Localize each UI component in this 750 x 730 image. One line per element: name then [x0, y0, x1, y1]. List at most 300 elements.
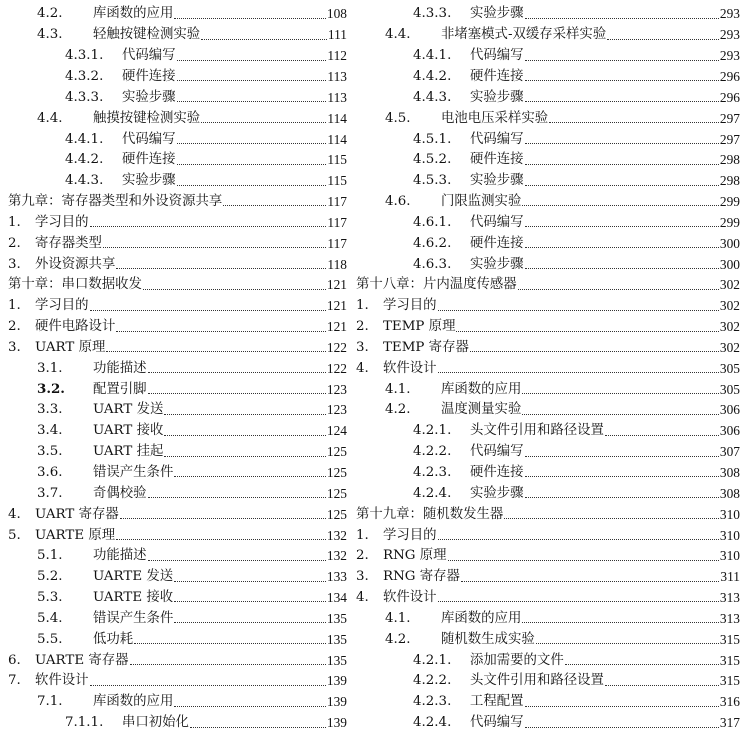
toc-entry[interactable] [8, 584, 347, 605]
toc-entry-number: 3. [356, 339, 369, 355]
toc-entry-number: 4.3.3. [413, 6, 452, 22]
toc-dot-leader [116, 331, 326, 332]
toc-entry-page: 112 [327, 48, 347, 64]
toc-entry[interactable] [8, 146, 347, 167]
toc-entry-page: 123 [326, 381, 347, 397]
toc-entry-title: 代码编写 [470, 131, 524, 147]
toc-dot-leader [525, 60, 719, 61]
toc-entry-page: 135 [326, 610, 347, 626]
toc-entry-page: 113 [327, 89, 347, 105]
toc-dot-leader [174, 601, 326, 602]
toc-entry[interactable] [356, 500, 740, 521]
toc-entry-page: 115 [327, 173, 347, 189]
toc-entry-number: 5.1. [37, 548, 63, 564]
toc-entry-title: 硬件电路设计 [35, 319, 116, 335]
toc-entry[interactable] [8, 167, 347, 188]
toc-entry[interactable] [356, 313, 740, 334]
toc-entry[interactable] [8, 208, 347, 229]
toc-entry-title: UARTE 发送 [93, 569, 174, 585]
toc-entry-page: 302 [719, 339, 740, 355]
toc-dot-leader [470, 351, 719, 352]
toc-entry-title: 学习目的 [383, 298, 437, 314]
toc-entry-number: 6. [8, 652, 21, 668]
toc-entry-page: 132 [326, 548, 347, 564]
toc-entry[interactable] [356, 104, 740, 125]
toc-entry-page: 139 [326, 694, 347, 710]
toc-dot-leader [177, 185, 327, 186]
toc-entry[interactable] [8, 125, 347, 146]
toc-entry-number: 7.1.1. [65, 715, 104, 730]
toc-entry-title: 代码编写 [470, 214, 524, 230]
toc-entry[interactable] [356, 563, 740, 584]
toc-entry-number: 4.3.3. [65, 89, 104, 105]
toc-dot-leader [90, 226, 327, 227]
toc-entry-number: 3.1. [37, 360, 63, 376]
toc-entry-title: 软件设计 [383, 590, 437, 606]
toc-dot-leader [525, 247, 719, 248]
toc-left-column [8, 0, 347, 730]
toc-entry-page: 313 [719, 610, 740, 626]
toc-entry[interactable] [8, 0, 347, 21]
toc-dot-leader [174, 622, 326, 623]
toc-entry-page: 296 [719, 68, 740, 84]
toc-entry-page: 121 [326, 277, 347, 293]
toc-entry-page: 310 [719, 527, 740, 543]
toc-entry-title: 硬件连接 [470, 68, 524, 84]
toc-entry-title: 头文件引用和路径设置 [470, 423, 604, 439]
toc-entry[interactable] [356, 229, 740, 250]
toc-entry-title: UARTE 寄存器 [35, 652, 129, 668]
toc-dot-leader [461, 581, 719, 582]
toc-dot-leader [130, 664, 326, 665]
toc-dot-leader [525, 143, 719, 144]
toc-entry[interactable] [8, 438, 347, 459]
toc-entry[interactable] [8, 229, 347, 250]
toc-entry[interactable] [8, 479, 347, 500]
toc-entry[interactable] [8, 646, 347, 667]
toc-entry[interactable] [356, 688, 740, 709]
toc-dot-leader [549, 122, 719, 123]
toc-entry[interactable] [8, 417, 347, 438]
toc-entry-title: 功能描述 [93, 360, 147, 376]
toc-entry-number: 3. [8, 256, 21, 272]
toc-entry-title: 库函数的应用 [93, 694, 174, 710]
toc-entry-page: 316 [719, 694, 740, 710]
toc-dot-leader [438, 539, 719, 540]
toc-dot-leader [438, 372, 719, 373]
toc-dot-leader [174, 581, 326, 582]
toc-entry[interactable] [356, 667, 740, 688]
toc-entry-number: 4.3. [37, 27, 63, 43]
toc-dot-leader [525, 268, 719, 269]
toc-entry-number: 3. [8, 339, 21, 355]
toc-entry-title: 非堵塞模式-双缓存采样实验 [441, 27, 607, 43]
toc-dot-leader [174, 18, 326, 19]
toc-dot-leader [522, 393, 719, 394]
toc-entry[interactable] [8, 563, 347, 584]
toc-dot-leader [525, 164, 719, 165]
toc-entry-number: 5.5. [37, 631, 63, 647]
toc-entry-page: 315 [719, 631, 740, 647]
toc-dot-leader [164, 456, 326, 457]
toc-entry-page: 308 [719, 465, 740, 480]
toc-entry-number: 1. [8, 298, 21, 314]
toc-entry-number: 4.2.2. [413, 444, 452, 460]
toc-entry-number: 4.5.2. [413, 152, 452, 168]
toc-dot-leader [201, 39, 327, 40]
toc-entry-number: 5. [8, 527, 21, 543]
toc-entry-page: 298 [719, 152, 740, 168]
toc-entry-title: 低功耗 [93, 631, 134, 647]
toc-dot-leader [525, 476, 719, 477]
toc-entry-title: 功能描述 [93, 548, 147, 564]
toc-entry-page: 293 [719, 48, 740, 64]
toc-entry-number: 4.2. [37, 6, 63, 22]
toc-entry-title: UART 寄存器 [35, 506, 119, 522]
toc-entry-page: 302 [719, 319, 740, 335]
toc-entry-number: 4. [8, 506, 21, 522]
toc-dot-leader [525, 101, 719, 102]
toc-entry[interactable] [356, 188, 740, 209]
toc-entry-title: 硬件连接 [122, 68, 176, 84]
toc-entry[interactable] [8, 521, 347, 542]
toc-entry[interactable] [8, 83, 347, 104]
toc-entry-page: 313 [719, 590, 740, 606]
toc-entry-title: 触摸按键检测实验 [93, 110, 201, 126]
toc-entry-page: 302 [719, 298, 740, 314]
toc-entry[interactable] [356, 521, 740, 542]
toc-right-column [356, 0, 740, 730]
toc-entry-title: 奇偶校验 [93, 485, 147, 501]
toc-entry[interactable] [356, 375, 740, 396]
toc-dot-leader [525, 185, 719, 186]
toc-dot-leader [177, 60, 327, 61]
toc-entry-number: 4.4.3. [65, 173, 104, 189]
toc-entry-number: 4.2. [385, 402, 411, 418]
toc-entry-number: 3.7. [37, 485, 63, 501]
toc-entry-title: UART 挂起 [93, 444, 164, 460]
toc-entry[interactable] [356, 250, 740, 271]
toc-dot-leader [103, 247, 326, 248]
toc-entry[interactable] [356, 438, 740, 459]
toc-dot-leader [116, 268, 326, 269]
toc-entry[interactable] [356, 208, 740, 229]
toc-entry-number: 5.2. [37, 569, 63, 585]
toc-entry-number: 4.4.1. [65, 131, 104, 147]
toc-dot-leader [116, 539, 326, 540]
toc-entry-title: 学习目的 [35, 214, 89, 230]
toc-entry-page: 133 [326, 569, 347, 585]
toc-entry-title: 学习目的 [383, 527, 437, 543]
toc-entry-number: 1. [356, 298, 369, 314]
toc-entry-number: 2. [8, 235, 21, 251]
toc-entry[interactable] [356, 42, 740, 63]
toc-entry-title: 轻触按键检测实验 [93, 27, 201, 43]
toc-entry-title: 门限监测实验 [441, 194, 522, 210]
toc-dot-leader [607, 39, 719, 40]
toc-entry-title: RNG 寄存器 [383, 569, 460, 585]
toc-entry-title: 代码编写 [470, 444, 524, 460]
toc-entry[interactable] [8, 667, 347, 688]
toc-entry-number: 4.4.3. [413, 89, 452, 105]
toc-entry[interactable] [8, 625, 347, 646]
toc-entry-page: 121 [326, 319, 347, 335]
toc-entry-title: 随机数生成实验 [441, 631, 535, 647]
toc-entry-title: 库函数的应用 [441, 610, 522, 626]
toc-entry[interactable] [8, 459, 347, 480]
toc-entry[interactable] [8, 688, 347, 709]
toc-entry-title: 代码编写 [470, 48, 524, 64]
toc-dot-leader [605, 685, 719, 686]
toc-entry-title: UART 原理 [35, 339, 106, 355]
toc-dot-leader [438, 310, 719, 311]
toc-entry-title: 配置引脚 [93, 381, 147, 397]
toc-entry[interactable] [356, 292, 740, 313]
toc-entry-page: 114 [327, 131, 347, 147]
toc-entry-title: 硬件连接 [470, 152, 524, 168]
toc-entry-title: UARTE 原理 [35, 527, 116, 543]
toc-entry-title: 学习目的 [35, 298, 89, 314]
toc-entry[interactable] [356, 459, 740, 480]
toc-dot-leader [90, 685, 326, 686]
toc-entry-number: 5.4. [37, 610, 63, 626]
toc-entry-page: 117 [327, 214, 347, 230]
toc-entry-number: 7. [8, 673, 21, 689]
toc-entry-number: 4.2.3. [413, 465, 452, 480]
toc-dot-leader [522, 622, 719, 623]
toc-dot-leader [164, 435, 326, 436]
toc-entry-page: 300 [719, 256, 740, 272]
toc-entry-title: 实验步骤 [470, 485, 524, 501]
toc-entry-title: 实验步骤 [470, 89, 524, 105]
toc-entry[interactable] [356, 271, 740, 292]
toc-dot-leader [522, 414, 719, 415]
toc-dot-leader [518, 289, 719, 290]
toc-entry-page: 114 [327, 110, 347, 126]
toc-entry[interactable] [356, 83, 740, 104]
toc-dot-leader [148, 497, 326, 498]
toc-entry[interactable] [356, 146, 740, 167]
toc-entry-number: 4.5.1. [413, 131, 452, 147]
toc-entry-title: 外设资源共享 [35, 256, 116, 272]
toc-entry-number: 1. [356, 527, 369, 543]
toc-entry-number: 4.2.4. [413, 715, 452, 730]
toc-entry-page: 308 [719, 485, 740, 501]
toc-entry-page: 293 [719, 6, 740, 22]
toc-entry[interactable] [8, 292, 347, 313]
toc-entry-title: 代码编写 [122, 48, 176, 64]
toc-entry-number: 4.6.2. [413, 235, 452, 251]
toc-entry-number: 4.6.1. [413, 214, 452, 230]
toc-entry-title: 软件设计 [383, 360, 437, 376]
toc-entry-page: 113 [327, 68, 347, 84]
toc-dot-leader [190, 727, 326, 728]
toc-entry[interactable] [356, 479, 740, 500]
toc-entry-page: 125 [326, 465, 347, 480]
toc-entry-page: 302 [719, 277, 740, 293]
toc-entry[interactable] [356, 646, 740, 667]
toc-entry-title: 实验步骤 [470, 6, 524, 22]
toc-entry-title: 头文件引用和路径设置 [470, 673, 604, 689]
toc-entry-title: 错误产生条件 [93, 465, 174, 480]
toc-entry[interactable] [356, 396, 740, 417]
toc-dot-leader [525, 18, 719, 19]
toc-entry-page: 121 [326, 298, 347, 314]
toc-entry-number: 5.3. [37, 590, 63, 606]
toc-dot-leader [223, 205, 326, 206]
toc-entry[interactable] [8, 42, 347, 63]
toc-entry-number: 4.4. [385, 27, 411, 43]
toc-entry[interactable] [8, 104, 347, 125]
toc-entry-page: 139 [326, 715, 347, 730]
toc-entry-number: 4.4.1. [413, 48, 452, 64]
toc-entry-page: 122 [326, 360, 347, 376]
toc-entry-number: 7.1. [37, 694, 63, 710]
toc-dot-leader [134, 643, 326, 644]
toc-entry-title: 第十章：串口数据收发 [8, 277, 142, 293]
toc-entry-page: 300 [719, 235, 740, 251]
toc-entry[interactable] [8, 354, 347, 375]
toc-entry[interactable] [356, 709, 740, 730]
toc-entry-page: 135 [326, 631, 347, 647]
toc-entry-number: 4. [356, 360, 369, 376]
toc-entry-title: UART 接收 [93, 423, 164, 439]
toc-dot-leader [525, 226, 719, 227]
toc-entry-page: 297 [719, 131, 740, 147]
toc-dot-leader [525, 80, 719, 81]
toc-entry-title: 硬件连接 [470, 465, 524, 480]
toc-entry-number: 2. [356, 319, 369, 335]
toc-entry-page: 305 [719, 360, 740, 376]
toc-dot-leader [90, 310, 326, 311]
toc-dot-leader [120, 518, 326, 519]
toc-entry-page: 310 [719, 506, 740, 522]
toc-entry[interactable] [356, 125, 740, 146]
toc-entry-number: 3. [356, 569, 369, 585]
toc-entry[interactable] [8, 375, 347, 396]
toc-entry[interactable] [8, 313, 347, 334]
toc-entry-page: 111 [327, 27, 347, 43]
toc-dot-leader [438, 601, 719, 602]
toc-entry[interactable] [356, 63, 740, 84]
toc-entry[interactable] [8, 63, 347, 84]
toc-entry[interactable] [8, 334, 347, 355]
toc-entry-number: 4.2. [385, 631, 411, 647]
toc-entry[interactable] [8, 604, 347, 625]
toc-entry[interactable] [356, 354, 740, 375]
toc-entry-title: 寄存器类型 [35, 235, 102, 251]
toc-entry-page: 124 [326, 423, 347, 439]
toc-entry-title: 库函数的应用 [93, 6, 174, 22]
toc-entry-number: 3.2. [37, 380, 65, 397]
toc-entry-page: 305 [719, 381, 740, 397]
toc-entry-page: 122 [326, 339, 347, 355]
toc-entry[interactable] [356, 625, 740, 646]
toc-entry-number: 4.6.3. [413, 256, 452, 272]
toc-entry[interactable] [356, 167, 740, 188]
toc-entry[interactable] [356, 417, 740, 438]
toc-entry-number: 3.6. [37, 465, 63, 480]
toc-entry[interactable] [356, 542, 740, 563]
toc-entry[interactable] [8, 709, 347, 730]
toc-entry-page: 315 [719, 673, 740, 689]
toc-entry-title: 温度测量实验 [441, 402, 522, 418]
toc-entry-number: 4.2.3. [413, 694, 452, 710]
toc-dot-leader [164, 414, 326, 415]
toc-dot-leader [525, 456, 719, 457]
toc-entry[interactable] [356, 604, 740, 625]
toc-entry[interactable] [356, 21, 740, 42]
toc-entry-page: 306 [719, 402, 740, 418]
toc-entry-page: 315 [719, 652, 740, 668]
toc-entry-number: 4.6. [385, 194, 411, 210]
toc-entry-page: 293 [719, 27, 740, 43]
toc-entry-title: 错误产生条件 [93, 610, 174, 626]
toc-entry-title: 实验步骤 [470, 256, 524, 272]
toc-entry-title: 实验步骤 [470, 173, 524, 189]
toc-entry[interactable] [8, 188, 347, 209]
toc-dot-leader [148, 393, 326, 394]
toc-dot-leader [522, 205, 719, 206]
toc-dot-leader [525, 706, 719, 707]
toc-entry-page: 118 [327, 256, 347, 272]
toc-dot-leader [565, 664, 719, 665]
toc-entry-number: 4.4. [37, 110, 63, 126]
toc-entry-title: 代码编写 [470, 715, 524, 730]
toc-dot-leader [177, 164, 327, 165]
toc-entry[interactable] [356, 584, 740, 605]
toc-entry-number: 1. [8, 214, 21, 230]
toc-entry-title: 第十八章：片内温度传感器 [356, 277, 517, 293]
toc-entry[interactable] [356, 334, 740, 355]
toc-entry[interactable] [8, 396, 347, 417]
toc-entry-page: 117 [327, 235, 347, 251]
toc-entry[interactable] [8, 542, 347, 563]
toc-entry-page: 317 [719, 715, 740, 730]
toc-entry-title: UARTE 接收 [93, 590, 174, 606]
toc-entry-title: 工程配置 [470, 694, 524, 710]
toc-entry-page: 297 [719, 110, 740, 126]
toc-entry-page: 125 [326, 485, 347, 501]
toc-entry-number: 4.2.2. [413, 673, 452, 689]
toc-dot-leader [525, 497, 719, 498]
toc-entry-number: 4.4.2. [65, 152, 104, 168]
toc-dot-leader [143, 289, 326, 290]
toc-entry-page: 306 [719, 423, 740, 439]
toc-dot-leader [605, 435, 719, 436]
toc-entry-page: 135 [326, 652, 347, 668]
toc-entry-number: 4.5.3. [413, 173, 452, 189]
toc-entry-page: 299 [719, 194, 740, 210]
toc-dot-leader [456, 331, 718, 332]
toc-entry-number: 4.5. [385, 110, 411, 126]
toc-dot-leader [148, 372, 326, 373]
toc-dot-leader [177, 143, 327, 144]
toc-dot-leader [536, 643, 719, 644]
toc-entry[interactable] [8, 271, 347, 292]
toc-entry[interactable] [8, 500, 347, 521]
toc-entry-page: 123 [326, 402, 347, 418]
toc-entry[interactable] [8, 21, 347, 42]
toc-entry-page: 115 [327, 152, 347, 168]
toc-entry[interactable] [356, 0, 740, 21]
toc-entry-page: 298 [719, 173, 740, 189]
toc-entry[interactable] [8, 250, 347, 271]
toc-entry-title: RNG 原理 [383, 548, 447, 564]
toc-entry-page: 311 [720, 569, 740, 585]
toc-entry-title: 第九章：寄存器类型和外设资源共享 [8, 194, 223, 210]
toc-dot-leader [148, 560, 326, 561]
